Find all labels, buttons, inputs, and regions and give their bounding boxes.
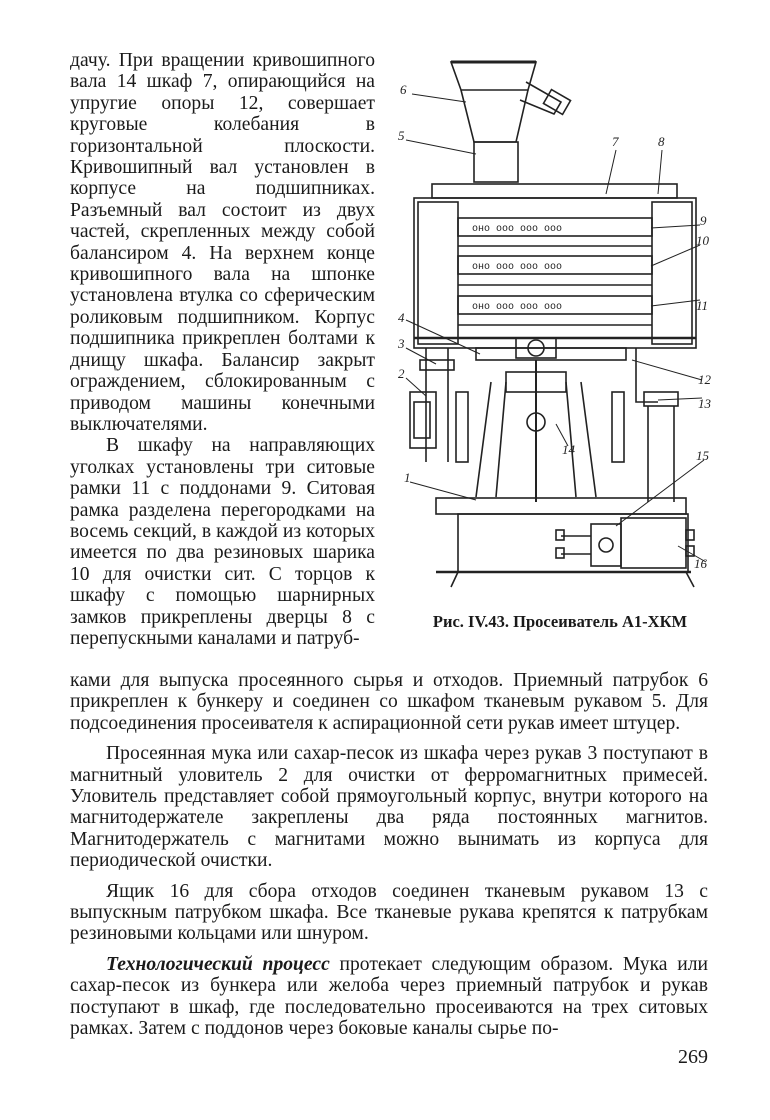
- sieve-mark-1: оно ооо ооо ооо: [472, 224, 563, 235]
- callout-6: 6: [400, 82, 407, 97]
- sieve-mark-2: оно ооо ооо ооо: [472, 262, 563, 273]
- callout-14: 14: [562, 442, 575, 457]
- full-width-text: [70, 670, 708, 1040]
- figure-caption: Рис. IV.43. Просеиватель А1-ХКМ: [432, 612, 688, 631]
- callout-12: 12: [698, 372, 711, 387]
- paragraph-sieve-frames: В шкафу на направляющих уголках установлены три ситовые рамки 11 с поддонами 9. Ситовая рамка разделена перегородками на восемь секций, в каждой из которых имеется по два резиновых шарика 10 для очистки сит. С торцов к шкафу с помощью шарнирных замков прикреплены дверцы 8 с перепускными каналами и патруб-: [70, 435, 375, 649]
- process-text: протекает следующим образом. Мука или сахар-песок из бункера или желоба через приемный патрубок и рукав поступают в шкаф, где последовательно просеиваются на трех ситовых рамках. Затем с поддонов через боковые каналы сырье по-: [70, 953, 708, 1040]
- figure-sifter-drawing: [396, 42, 724, 602]
- callout-13: 13: [698, 396, 711, 411]
- paragraph-continued: дачу. При вращении кривошипного вала 14 шкаф 7, опирающийся на упругие опоры 12, совершает круговые колебания в горизонтальной плоскости. Кривошипный вал установлен в корпусе на подшипниках. Разъемный вал состоит из двух частей, скрепленных между собой балансиром 4. На верхнем конце кривошипного вала на шпонке установлена втулка со сферическим роликовым подшипником. Корпус подшипника прикреплен болтами к днищу шкафа. Балансир закрыт ограждением, сблокированным с приводом машины конечными выключателями.: [70, 50, 375, 435]
- callout-15: 15: [696, 448, 709, 463]
- callout-9: 9: [700, 213, 707, 228]
- paragraph-process: [70, 954, 708, 1040]
- paragraph-outlets: ками для выпуска просеянного сырья и отходов. Приемный патрубок 6 прикреплен к бункеру и соединен со шкафом тканевым рукавом 5. Для подсоединения просеивателя к аспирационной сети рукав имеет штуцер.: [70, 670, 708, 734]
- callout-10: 10: [696, 233, 709, 248]
- paragraph-magnetic-catcher: Просеянная мука или сахар-песок из шкафа через рукав 3 поступают в магнитный уловитель 2 для очистки от ферромагнитных примесей. Уловитель представляет собой прямоугольный корпус, внутри которого на магнитодержателе закреплены два ряда постоянных магнитов. Магнитодержатель с магнитами можно вынимать из корпуса для периодической очистки.: [70, 743, 708, 872]
- paragraph-waste-box: Ящик 16 для сбора отходов соединен тканевым рукавом 13 с выпускным патрубком шкафа. Все тканевые рукава крепятся к патрубкам резиновыми кольцами или шнуром.: [70, 880, 708, 945]
- callout-11: 11: [696, 298, 709, 313]
- callout-2: 2: [398, 366, 405, 381]
- page-number: 269: [678, 1046, 708, 1068]
- column-text: [70, 50, 375, 649]
- callout-7: 7: [612, 134, 619, 149]
- process-heading: Технологический процесс: [106, 953, 330, 975]
- callout-5: 5: [398, 128, 405, 143]
- callout-16: 16: [694, 556, 707, 571]
- callout-8: 8: [658, 134, 665, 149]
- callout-1: 1: [404, 470, 411, 485]
- sieve-mark-3: оно ооо ооо ооо: [472, 302, 563, 313]
- callout-3: 3: [398, 336, 405, 351]
- callout-4: 4: [398, 310, 405, 325]
